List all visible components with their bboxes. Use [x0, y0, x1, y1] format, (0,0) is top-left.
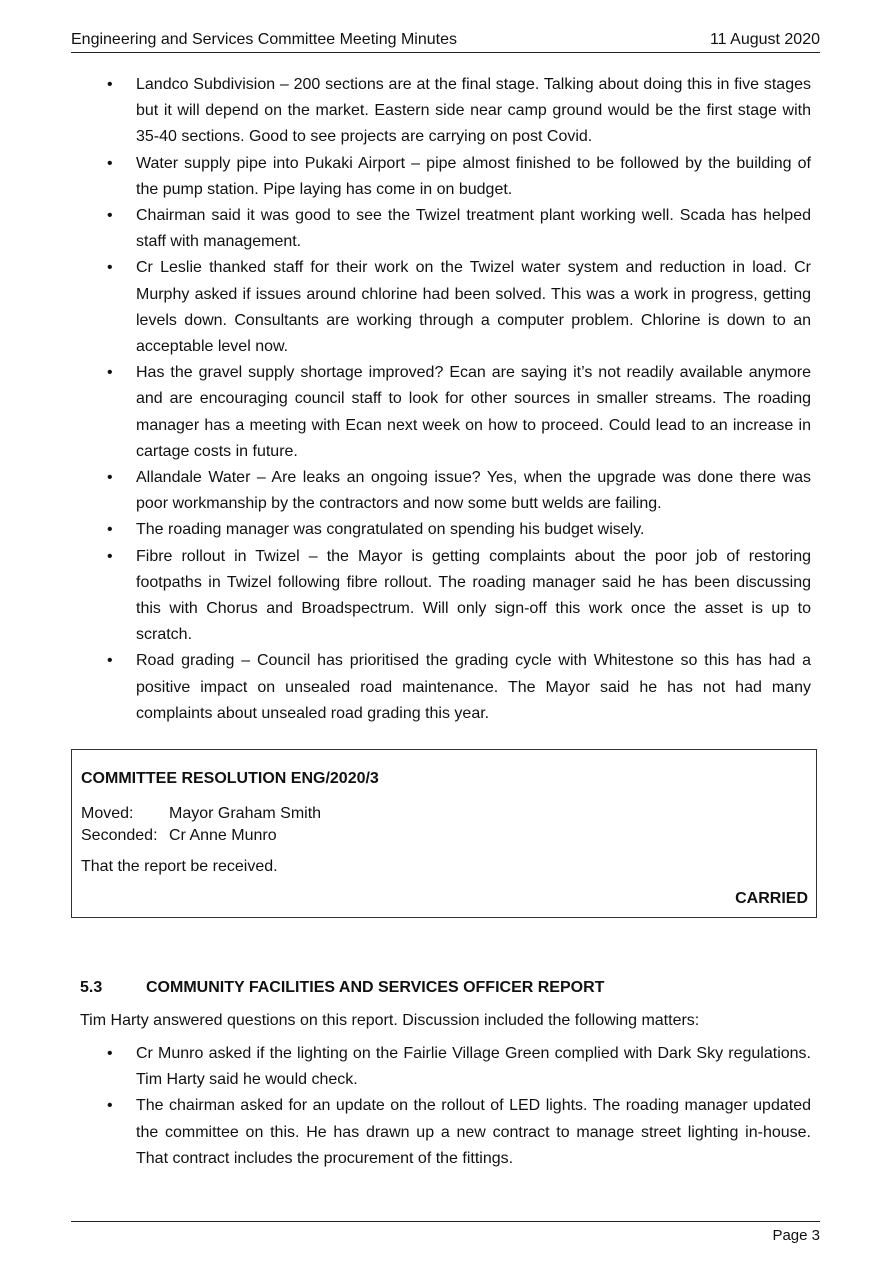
committee-resolution-box [71, 749, 817, 918]
list-item: • Allandale Water – Are leaks an ongoing issue? Yes, when the upgrade was done there was poor workmanship by the contractors and now some butt welds are failing. [71, 465, 811, 517]
seconded-value: Cr Anne Munro [169, 827, 277, 844]
section-title: COMMUNITY FACILITIES AND SERVICES OFFICER REPORT [146, 979, 605, 996]
section-heading [80, 979, 604, 997]
resolution-status: CARRIED [735, 890, 808, 907]
page-header [71, 30, 820, 53]
list-item: • The roading manager was congratulated on spending his budget wisely. [71, 517, 811, 543]
section-intro: Tim Harty answered questions on this report. Discussion included the following matters: [80, 1012, 700, 1029]
moved-value: Mayor Graham Smith [169, 805, 322, 822]
seconded-label: Seconded: [81, 827, 158, 844]
list-item: • Road grading – Council has prioritised the grading cycle with Whitestone so this has had a positive impact on unsealed road maintenance. The Mayor said he has not had many complaints about unsealed road grading this year. [71, 648, 811, 727]
page-number: Page 3 [772, 1227, 820, 1244]
resolution-movers [81, 803, 321, 847]
list-item: • Cr Munro asked if the lighting on the Fairlie Village Green complied with Dark Sky regulations. Tim Harty said he would check. [71, 1041, 811, 1093]
list-item: • Chairman said it was good to see the Twizel treatment plant working well. Scada has helped staff with management. [71, 203, 811, 255]
discussion-list [71, 72, 811, 727]
section-discussion-list [71, 1041, 811, 1172]
section-number: 5.3 [80, 979, 103, 996]
list-item: • Water supply pipe into Pukaki Airport – pipe almost finished to be followed by the building of the pump station. Pipe laying has come in on budget. [71, 151, 811, 203]
meeting-date: 11 August 2020 [709, 31, 820, 48]
list-item: • Has the gravel supply shortage improved? Ecan are saying it’s not readily available anymore and are encouraging council staff to look for other sources in smaller streams. The roading manager has a meeting with Ecan next week on how to proceed. Could lead to an increase in cartage costs in future. [71, 360, 811, 465]
list-item: • Landco Subdivision – 200 sections are at the final stage. Talking about doing this in five stages but it will depend on the market. Eastern side near camp ground would be the first stage with 35-40 sections. Good to see projects are carrying on post Covid. [71, 72, 811, 151]
list-item: • The chairman asked for an update on the rollout of LED lights. The roading manager updated the committee on this. He has drawn up a new contract to manage street lighting in-house. That contract includes the procurement of the fittings. [71, 1093, 811, 1172]
list-item: • Cr Leslie thanked staff for their work on the Twizel water system and reduction in load. Cr Murphy asked if issues around chlorine had been solved. This was a work in progress, getting levels down. Consultants are working through a computer problem. Chlorine is down to an acceptable level now. [71, 255, 811, 360]
page-footer [71, 1221, 820, 1244]
list-item: • Fibre rollout in Twizel – the Mayor is getting complaints about the poor job of restoring footpaths in Twizel following fibre rollout. The roading manager said he has been discussing this with Chorus and Broadspectrum. Will only sign-off this work once the asset is up to scratch. [71, 544, 811, 649]
resolution-title: COMMITTEE RESOLUTION ENG/2020/3 [81, 770, 379, 787]
resolution-text: That the report be received. [81, 858, 278, 875]
document-title: Engineering and Services Committee Meeting Minutes [71, 31, 457, 48]
moved-label: Moved: [81, 805, 134, 822]
